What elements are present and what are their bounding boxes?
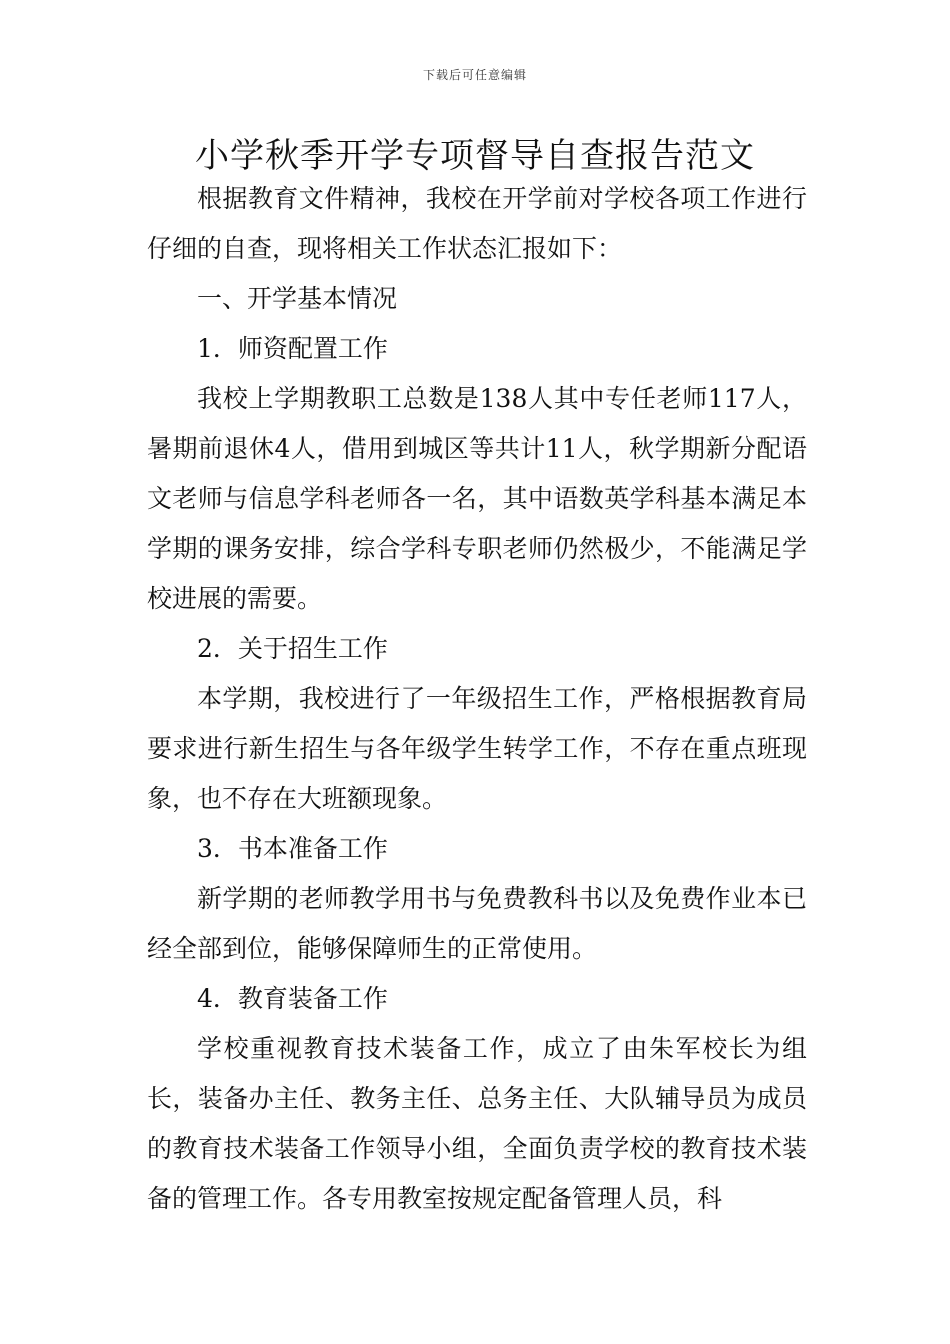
paragraph-enrollment: 本学期，我校进行了一年级招生工作，严格根据教育局要求进行新生招生与各年级学生转学工作，不存在重点班现象，也不存在大班额现象。 — [147, 684, 807, 813]
document-title: 小学秋季开学专项督导自查报告范文 — [195, 136, 755, 176]
subheading-teacher-allocation: 1．师资配置工作 — [197, 334, 388, 363]
section-heading-basic-situation: 一、开学基本情况 — [197, 284, 398, 313]
subheading-equipment: 4．教育装备工作 — [197, 984, 388, 1013]
subheading-enrollment: 2．关于招生工作 — [197, 634, 388, 663]
subheading-textbooks: 3．书本准备工作 — [197, 834, 388, 863]
document-body — [147, 174, 807, 1224]
header-note: 下载后可任意编辑 — [422, 68, 527, 82]
paragraph-teacher-allocation: 我校上学期教职工总数是138人其中专任老师117人，暑期前退休4人，借用到城区等共计11人，秋学期新分配语文老师与信息学科老师各一名，其中语数英学科基本满足本学期的课务安排，综合学科专职老师仍然极少，不能满足学校进展的需要。 — [147, 384, 807, 613]
intro-paragraph: 根据教育文件精神，我校在开学前对学校各项工作进行仔细的自查，现将相关工作状态汇报如下： — [147, 184, 807, 263]
paragraph-textbooks: 新学期的老师教学用书与免费教科书以及免费作业本已经全部到位，能够保障师生的正常使用。 — [147, 884, 807, 963]
paragraph-equipment: 学校重视教育技术装备工作，成立了由朱军校长为组长，装备办主任、教务主任、总务主任、大队辅导员为成员的教育技术装备工作领导小组，全面负责学校的教育技术装备的管理工作。各专用教室按规定配备管理人员，科 — [147, 1034, 807, 1213]
